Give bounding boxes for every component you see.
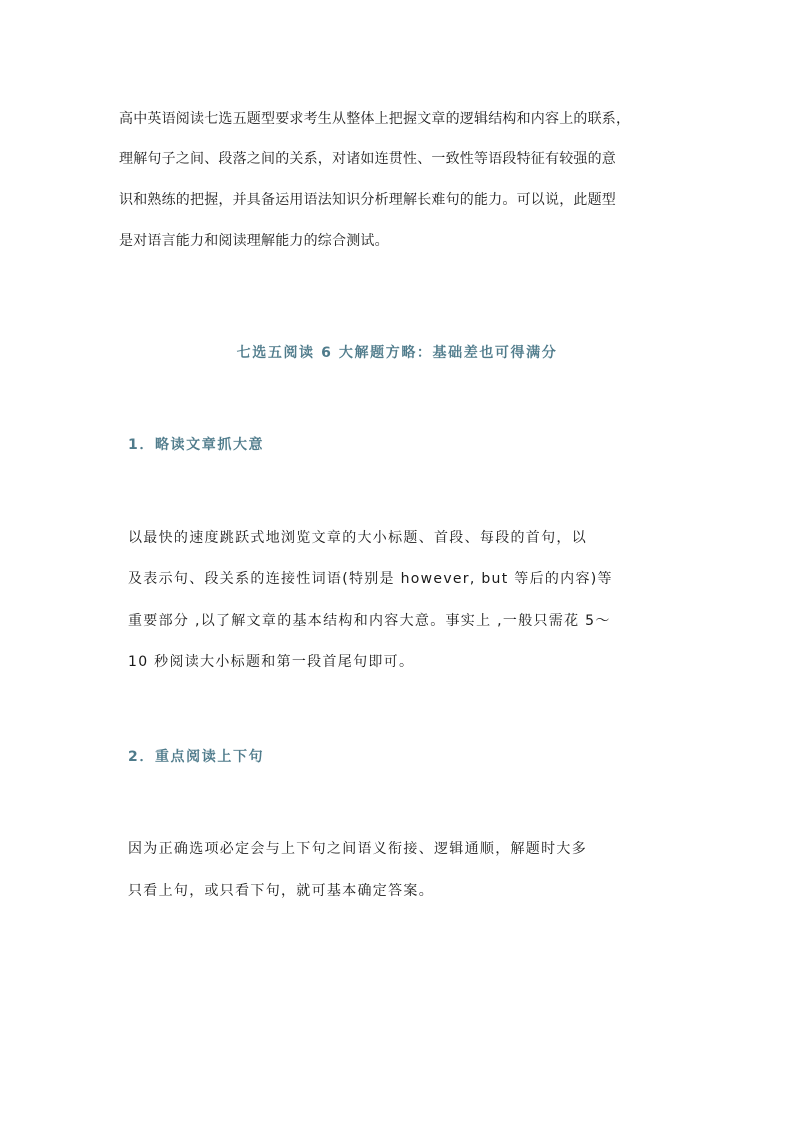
intro-line: 是对语言能力和阅读理解能力的综合测试。 — [119, 233, 389, 249]
section-heading: 1．略读文章抓大意 — [128, 437, 265, 453]
paragraph-line: 10 秒阅读大小标题和第一段首尾句即可。 — [128, 654, 415, 670]
intro-line: 高中英语阅读七选五题型要求考生从整体上把握文章的逻辑结构和内容上的联系， — [119, 111, 631, 127]
paragraph-line: 因为正确选项必定会与上下句之间语义衔接、逻辑通顺，解题时大多 — [128, 841, 587, 857]
paragraph-line: 以最快的速度跳跃式地浏览文章的大小标题、首段、每段的首句，以 — [128, 530, 587, 546]
main-heading: 七选五阅读 6 大解题方略：基础差也可得满分 — [236, 345, 558, 361]
intro-line: 识和熟练的把握，并具备运用语法知识分析理解长难句的能力。可以说，此题型 — [119, 192, 616, 208]
paragraph-line: 重要部分 ,以了解文章的基本结构和内容大意。事实上 ,一般只需花 5～ — [128, 613, 611, 629]
paragraph-line: 只看上句，或只看下句，就可基本确定答案。 — [128, 883, 434, 899]
paragraph-line: 及表示句、段关系的连接性词语(特别是 however, but 等后的内容)等 — [128, 571, 613, 587]
section-heading: 2．重点阅读上下句 — [128, 749, 265, 765]
intro-line: 理解句子之间、段落之间的关系，对诸如连贯性、一致性等语段特征有较强的意 — [119, 151, 616, 167]
